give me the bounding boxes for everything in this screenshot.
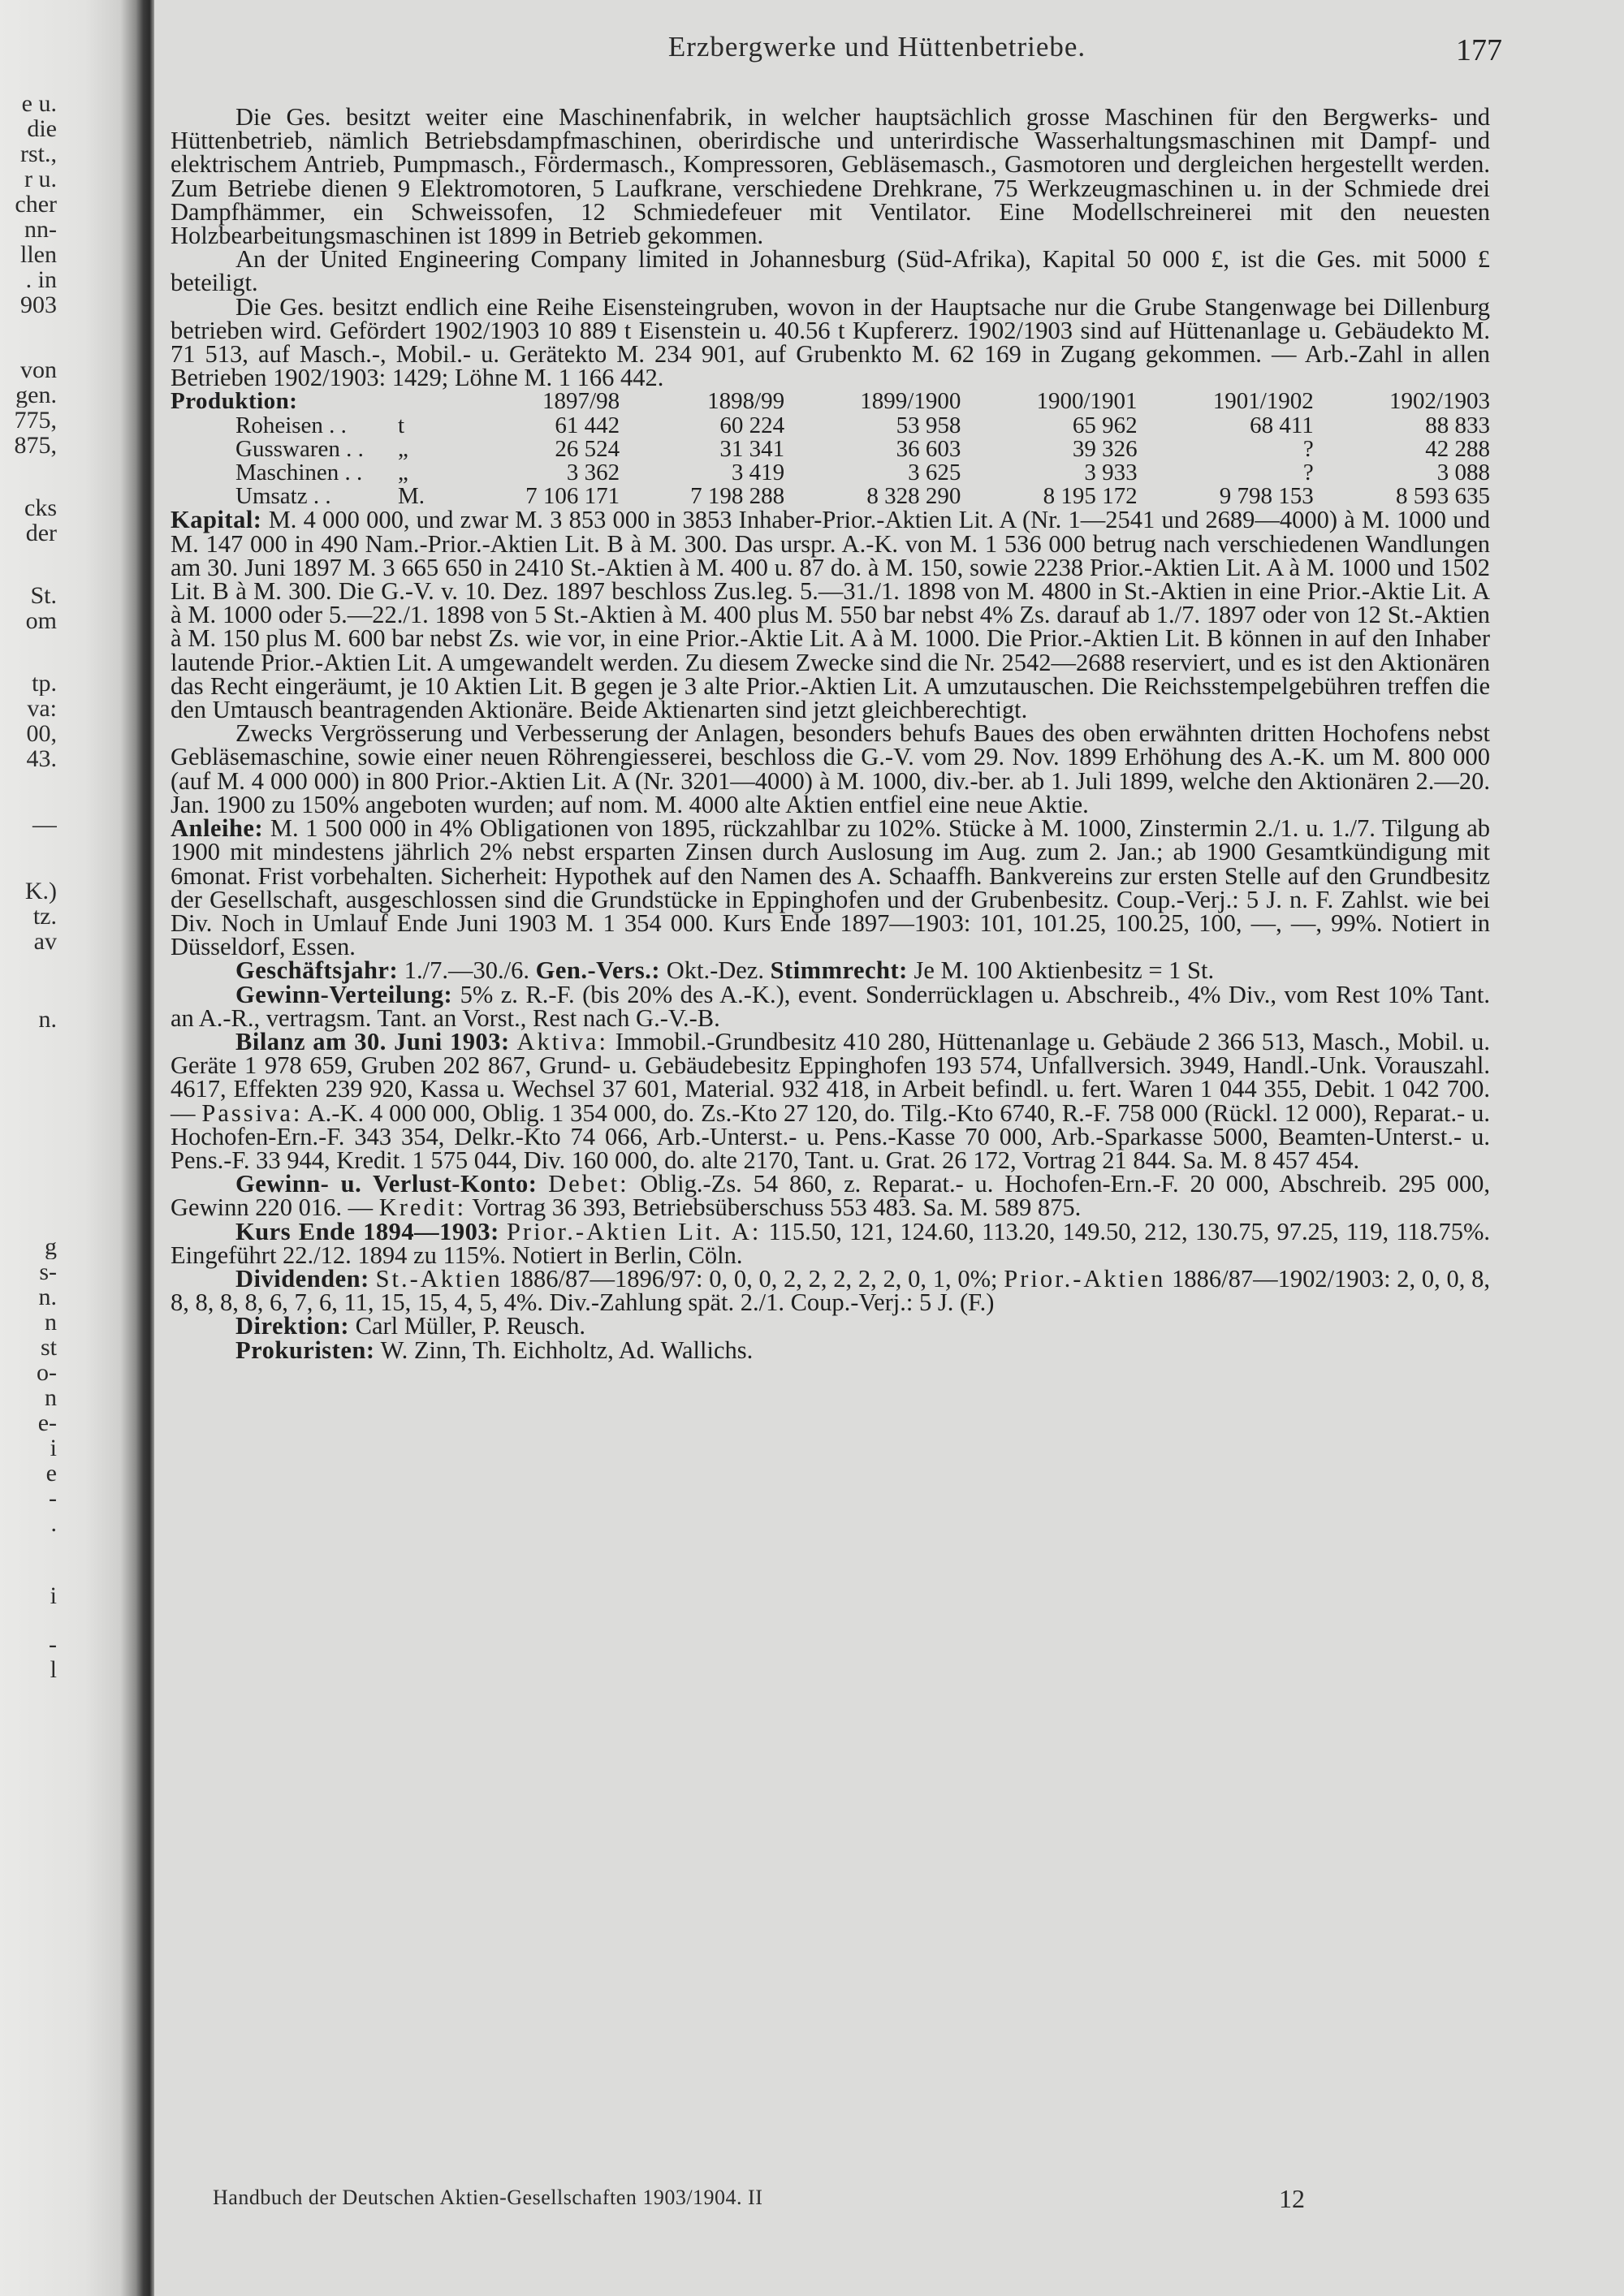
geschaeftsjahr-text: 1./7.—30./6. xyxy=(404,956,529,985)
section-label-dividenden: Dividenden: xyxy=(235,1264,369,1293)
margin-fragment: 875, xyxy=(14,433,57,458)
paragraph-maschinenfabrik: Die Ges. besitzt weiter eine Maschinenfabrik, in welcher hauptsächlich grosse Maschinen für den Bergwerks- und Hüttenbetrieb, nämlich Betriebsdampfmaschinen, oberirdische und unterirdische Wasserhaltungsmaschinen mit Dampf- und elektrischem Antrieb, Pumpmasch., Fördermasch., Kompressoren, Gebläsemasch., Gasmotoren und dergleichen hergestellt werden. Zum Betriebe dienen 9 Elektromotoren, 5 Laufkrane, verschiedene Drehkrane, 75 Werkzeugmaschinen u. in der Schmiede drei Dampfhämmer, ein Schweissofen, 12 Schmiedefeuer mit Ventilator. Eine Modellschreinerei mit den neuesten Holzbearbeitungsmaschinen ist 1899 in Betrieb gekommen. xyxy=(171,103,1490,250)
section-label-gen-vers: Gen.-Vers.: xyxy=(535,956,661,985)
production-cell: 3 419 xyxy=(731,460,785,486)
section-label-prokuristen: Prokuristen: xyxy=(235,1336,375,1364)
production-row-unit: „ xyxy=(398,435,408,462)
gv-kredit-text: Vortrag 36 393, Betriebsüberschuss 553 483. Sa. M. 589 875. xyxy=(472,1193,1082,1222)
production-cell: 8 593 635 xyxy=(1396,483,1490,510)
left-margin-strip xyxy=(0,0,154,2296)
margin-fragment: cher xyxy=(15,192,57,217)
production-cell: 61 442 xyxy=(555,412,620,438)
section-gewinn-verteilung xyxy=(171,980,1490,1032)
production-cell: 3 088 xyxy=(1436,460,1490,486)
margin-fragment: n. xyxy=(38,1007,57,1032)
production-row-label: Roheisen . . xyxy=(235,412,347,438)
section-label-kapital: Kapital: xyxy=(171,506,262,534)
production-cell: 3 625 xyxy=(908,460,961,486)
margin-fragment: — xyxy=(32,812,57,837)
dividenden-text-prior: 1886/87—1902/1903: 2, 0, 0, 8, 8, 8, 8, 8, 6, 7, 6, 11, 15, 15, 4, 5, 4%. Div.-Zahlung spät. 2./1. Coup.-Verj.: 5 J. (F.) xyxy=(171,1264,1491,1317)
production-row-maschinen xyxy=(171,461,1490,485)
production-cell: 68 411 xyxy=(1250,412,1314,438)
kapital-text-erhoehung: Zwecks Vergrösserung und Verbesserung der Anlagen, besonders behufs Baues des oben erwähnten dritten Hochofens nebst Gebläsemaschine, sowie einer neuen Röhrengiesserei, beschloss die G.-V. vom 29. Nov. 1899 Erhöhung des A.-K. um M. 800 000 (auf M. 4 000 000) in 800 Prior.-Aktien Lit. A (Nr. 3201—4000) à M. 1000, div.-ber. ab 1. Juli 1899, welche den Aktionären 2.—20. Jan. 1900 zu 150% angeboten wurden; auf nom. M. 4000 alte Aktien entfiel eine neue Aktie. xyxy=(171,719,1490,818)
production-header-row xyxy=(171,390,1490,413)
production-row-umsatz xyxy=(171,485,1490,508)
margin-fragment: - xyxy=(49,1632,57,1657)
dividenden-lead-prior: Prior.-Aktien xyxy=(1004,1264,1166,1293)
direktion-text: Carl Müller, P. Reusch. xyxy=(355,1312,586,1340)
production-cell: 26 524 xyxy=(555,435,620,462)
production-cell: 31 341 xyxy=(719,435,785,462)
production-cell: 53 958 xyxy=(896,412,961,438)
production-cell: 8 195 172 xyxy=(1043,483,1138,510)
production-cell: 7 198 288 xyxy=(690,483,785,510)
production-row-unit: „ xyxy=(398,460,408,486)
production-cell: 8 328 290 xyxy=(866,483,961,510)
margin-fragment: r u. xyxy=(24,166,57,192)
margin-fragment: - xyxy=(49,1486,57,1511)
margin-fragment: av xyxy=(33,929,57,954)
margin-fragment: g xyxy=(45,1234,57,1259)
margin-fragment: st xyxy=(40,1335,57,1360)
margin-fragment: l xyxy=(50,1657,57,1682)
bilanz-passiva-text: A.-K. 4 000 000, Oblig. 1 354 000, do. Zs.-Kto 27 120, do. Tilg.-Kto 6740, R.-F. 758 000 (Rückl. 12 000), Reparat.- u. Hochofen-Ern.-F. 343 354, Delkr.-Kto 74 066, Arb.-Unterst.- u. Pens.-Kasse 70 000, Arb.-Sparkasse 5000, Beamten-Unterst.- u. Pens.-F. 33 944, Kredit. 1 575 044, Div. 160 000, do. alte 2170, Tant. u. Grat. 26 172, Vortrag 21 844. Sa. M. 8 457 454. xyxy=(171,1098,1491,1174)
section-kurs xyxy=(171,1217,1490,1269)
section-label-direktion: Direktion: xyxy=(235,1312,349,1340)
production-cell: 36 603 xyxy=(896,435,961,462)
section-bilanz xyxy=(171,1027,1491,1174)
margin-fragment: n. xyxy=(38,1284,57,1310)
production-year: 1898/99 xyxy=(707,388,785,415)
bilanz-aktiva-text: Immobil.-Grundbesitz 410 280, Hüttenanlage u. Gebäude 2 366 513, Masch., Mobil. u. Geräte 1 978 659, Gruben 202 867, Grund- u. Gebäudebesitz Eppinghofen 193 574, Unfallversich. 3949, Handl.-Unk. Vorauszahl. 4617, Effekten 239 920, Kassa u. Wechsel 37 601, Material. 932 418, in Arbeit befindl. u. fert. Waren 1 044 355, Debit. 1 042 700. — xyxy=(171,1027,1490,1127)
production-row-roheisen xyxy=(171,414,1490,438)
production-row-gusswaren xyxy=(171,438,1490,461)
production-year: 1897/98 xyxy=(542,388,620,415)
footer-book-title: Handbuch der Deutschen Aktien-Gesellschaften 1903/1904. II xyxy=(213,2186,763,2209)
margin-fragment: e xyxy=(45,1461,57,1486)
gewinn-verteilung-text: 5% z. R.-F. (bis 20% des A.-K.), event. Sonderrücklagen u. Abschreib., 4% Div., vom Rest 10% Tant. an A.-R., vertragsm. Tant. an Vorst., Rest nach G.-V.-B. xyxy=(171,980,1490,1032)
prokuristen-text: W. Zinn, Th. Eichholtz, Ad. Wallichs. xyxy=(380,1336,754,1364)
production-year: 1899/1900 xyxy=(860,388,961,415)
margin-fragment: tz. xyxy=(32,904,57,929)
bilanz-passiva-label: Passiva: xyxy=(201,1098,303,1127)
production-row-label: Maschinen . . xyxy=(235,460,363,486)
production-cell: 7 106 171 xyxy=(525,483,620,510)
bilanz-aktiva-label: Aktiva: xyxy=(516,1027,608,1055)
section-label-geschaeftsjahr: Geschäftsjahr: xyxy=(235,956,399,985)
production-label: Produktion: xyxy=(171,388,298,415)
production-row-label: Gusswaren . . xyxy=(235,435,364,462)
margin-fragment: gen. xyxy=(15,382,57,408)
margin-fragment: 43. xyxy=(26,746,57,771)
margin-fragment: die xyxy=(27,116,57,141)
production-cell: 3 362 xyxy=(566,460,620,486)
production-cell: 88 833 xyxy=(1425,412,1490,438)
section-label-gewinn-verteilung: Gewinn-Verteilung: xyxy=(235,980,453,1008)
stimmrecht-text: Je M. 100 Aktienbesitz = 1 St. xyxy=(914,956,1215,985)
running-head: Erzbergwerke und Hüttenbetriebe. xyxy=(667,31,1086,63)
section-label-bilanz: Bilanz am 30. Juni 1903: xyxy=(235,1027,510,1055)
margin-fragment: llen xyxy=(20,242,57,267)
gv-debet-label: Debet: xyxy=(548,1170,629,1198)
margin-fragment: cks xyxy=(24,495,57,520)
section-label-gv-konto: Gewinn- u. Verlust-Konto: xyxy=(235,1170,538,1198)
production-year: 1902/1903 xyxy=(1389,388,1490,415)
production-row-unit: M. xyxy=(398,483,425,510)
margin-fragment: tp. xyxy=(32,671,57,696)
section-geschaeftsjahr xyxy=(171,956,1490,985)
section-kapital xyxy=(171,508,1490,722)
margin-fragment: von xyxy=(20,357,57,382)
margin-fragment: om xyxy=(25,608,57,633)
production-year: 1901/1902 xyxy=(1212,388,1314,415)
margin-fragment: . xyxy=(50,1511,57,1536)
section-dividenden xyxy=(171,1264,1491,1317)
paragraph-united-engineering: An der United Engineering Company limited in Johannesburg (Süd-Afrika), Kapital 50 000 £, ist die Ges. mit 5000 £ beteiligt. xyxy=(171,245,1490,297)
section-label-kurs: Kurs Ende 1894—1903: xyxy=(235,1217,499,1245)
margin-fragment: va: xyxy=(27,696,57,721)
margin-fragment: K.) xyxy=(24,878,57,904)
production-cell: ? xyxy=(1302,460,1314,486)
section-gewinn-verlust-konto xyxy=(171,1170,1491,1222)
production-cell: ? xyxy=(1302,435,1314,462)
production-cell: 9 798 153 xyxy=(1219,483,1314,510)
margin-fragment: i xyxy=(50,1435,57,1461)
page-body xyxy=(171,103,1491,1364)
kurs-lead: Prior.-Aktien Lit. A: xyxy=(506,1217,762,1245)
margin-fragment: 00, xyxy=(26,721,57,746)
margin-fragment: St. xyxy=(30,583,57,608)
production-table xyxy=(171,390,1490,508)
margin-fragment: n xyxy=(45,1385,57,1410)
margin-fragment: i xyxy=(50,1583,57,1608)
margin-fragment: e- xyxy=(37,1410,57,1435)
margin-fragment: der xyxy=(25,520,57,546)
margin-fragment: rst., xyxy=(20,141,57,166)
margin-fragment: . in xyxy=(25,267,57,292)
dividenden-lead-st: St.-Aktien xyxy=(375,1264,503,1293)
production-year: 1900/1901 xyxy=(1036,388,1138,415)
kurs-text: 115.50, 121, 124.60, 113.20, 149.50, 212, 130.75, 97.25, 119, 118.75%. Eingeführt 22./12. 1894 zu 115%. Notiert in Berlin, Cöln. xyxy=(171,1217,1490,1269)
gv-kredit-label: Kredit: xyxy=(378,1193,467,1222)
margin-fragment: 775, xyxy=(14,408,57,433)
production-cell: 39 326 xyxy=(1072,435,1138,462)
paragraph-eisensteingruben: Die Ges. besitzt endlich eine Reihe Eisensteingruben, wovon in der Hauptsache nur die Grube Stangenwage bei Dillenburg betrieben wird. Gefördert 1902/1903 10 889 t Eisenstein u. 40.56 t Kupfererz. 1902/1903 sind auf Hüttenanlage u. Gebäudekto M. 71 513, auf Masch.-, Mobil.- u. Gerätekto M. 234 901, auf Grubenkto M. 62 169 in Zugang gekommen. — Arb.-Zahl in allen Betrieben 1902/1903: 1429; Löhne M. 1 166 442. xyxy=(171,292,1490,392)
production-cell: 60 224 xyxy=(719,412,785,438)
margin-fragment: e u. xyxy=(21,91,57,116)
margin-fragment: nn- xyxy=(24,217,57,242)
section-label-stimmrecht: Stimmrecht: xyxy=(770,956,908,985)
section-label-anleihe: Anleihe: xyxy=(171,814,264,843)
gen-vers-text: Okt.-Dez. xyxy=(666,956,764,985)
kapital-text: M. 4 000 000, und zwar M. 3 853 000 in 3853 Inhaber-Prior.-Aktien Lit. A (Nr. 1—2541 und 2689—4000) à M. 1000 und M. 147 000 in 490 Nam.-Prior.-Aktien Lit. B à M. 300. Das urspr. A.-K. von M. 1 536 000 betrug nach verschiedenen Wandlungen am 30. Juni 1897 M. 3 665 650 in 2410 St.-Aktien à M. 400 u. 87 do. à M. 150, sowie 2238 Prior.-Aktien Lit. A à M. 1000 und 1502 Lit. B à M. 300. Die G.-V. v. 10. Dez. 1897 beschloss Zus.leg. 5.—31./1. 1898 von M. 4800 in St.-Aktien in eine Prior.-Aktie Lit. A à M. 1000 oder 5.—22./1. 1898 von 5 St.-Aktien à M. 400 plus M. 550 bar nebst 4% Zs. darauf ab 1./7. 1897 oder von 12 St.-Aktien à M. 150 plus M. 600 bar nebst Zs. wie vor, in eine Prior.-Aktie Lit. A à M. 1000. Die Prior.-Aktien Lit. B können in auf den Inhaber lautende Prior.-Aktien Lit. A umgewandelt werden. Zu diesem Zwecke sind die Nr. 2542—2688 reserviert, und es ist den Aktionären das Recht eingeräumt, je 10 Aktien Lit. B gegen je 3 alte Prior.-Aktien Lit. A umzutauschen. Die Reichsstempelgebühren treffen die den Umtausch beantragenden Aktionäre. Beide Aktienarten sind jetzt gleichberechtigt. xyxy=(171,506,1491,724)
anleihe-text: M. 1 500 000 in 4% Obligationen von 1895, rückzahlbar zu 102%. Stücke à M. 1000, Zinstermin 2./1. u. 1./7. Tilgung ab 1900 mit mindestens jährlich 2% nebst ersparten Zinsen durch Auslosung im Aug. zum 2. Jan.; ab 1900 Gesamtkündigung mit 6monat. Frist vorbehalten. Sicherheit: Hypothek auf den Namen des A. Schaaffh. Bankvereins zur ersten Stelle auf den Grundbesitz der Gesellschaft, ausgeschlossen sind die Grundstücke in Eppinghofen und der Grubenbesitz. Coup.-Verj.: 5 J. n. F. Zahlst. wie bei Div. Noch in Umlauf Ende Juni 1903 M. 1 354 000. Kurs Ende 1897—1903: 101, 101.25, 100.25, 100, —, —, 99%. Notiert in Düsseldorf, Essen. xyxy=(171,814,1491,961)
gv-debet-text: Oblig.-Zs. 54 860, z. Reparat.- u. Hochofen-Ern.-F. 20 000, Abschreib. 295 000, Gewinn 220 016. — xyxy=(171,1170,1491,1222)
production-cell: 3 933 xyxy=(1084,460,1138,486)
section-anleihe xyxy=(171,814,1491,961)
margin-fragment: 903 xyxy=(20,292,57,317)
production-row-label: Umsatz . . xyxy=(235,483,331,510)
page-number: 177 xyxy=(1456,33,1502,67)
dividenden-text-st: 1886/87—1896/97: 0, 0, 0, 2, 2, 2, 2, 2, 0, 1, 0%; xyxy=(508,1264,998,1293)
section-prokuristen xyxy=(171,1336,1490,1364)
footer-signature-mark: 12 xyxy=(1279,2184,1305,2213)
production-cell: 65 962 xyxy=(1072,412,1138,438)
production-row-unit: t xyxy=(398,412,405,438)
production-cell: 42 288 xyxy=(1425,435,1490,462)
section-direktion xyxy=(171,1314,1490,1338)
margin-fragment: o- xyxy=(37,1360,57,1385)
margin-fragment: s- xyxy=(39,1259,57,1284)
margin-fragment: n xyxy=(45,1310,57,1335)
